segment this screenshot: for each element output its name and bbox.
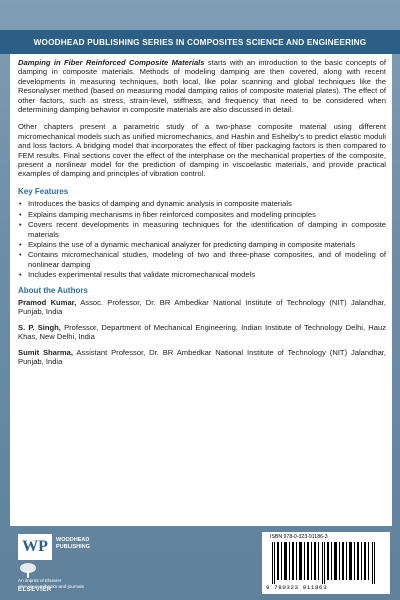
intro-paragraph-2: Other chapters present a parametric study of a two-phase composite material using different micromechanical models such as unified micromechanics, and Hashin and Eshelby's to predict elastic moduli and loss factors. A bridging model that incorporates the effect of fiber packaging factors is then compared to FEM results. Final sections cover the effect of the interphase on the mechanical properties of the composite, present a nonlinear model for the prediction of damping in viscoelastic materials, and provide practical examples of damping and principles of vibration control. bbox=[18, 122, 386, 179]
barcode-icon bbox=[270, 542, 382, 584]
publisher-name bbox=[56, 537, 90, 551]
imprint-line-2: elsevier.com/books-and-journals bbox=[18, 583, 84, 589]
intro-paragraph-1 bbox=[18, 58, 386, 114]
publisher-line-1: WOODHEAD bbox=[56, 537, 90, 543]
feature-item: • Introduces the basics of damping and dynamic analysis in composite materials bbox=[18, 199, 386, 208]
book-title: Damping in Fiber Reinforced Composite Materials bbox=[18, 58, 205, 67]
author-name: Pramod Kumar, bbox=[18, 297, 77, 307]
description-content bbox=[18, 58, 386, 372]
elsevier-wordmark: ELSEVIER bbox=[18, 587, 52, 593]
series-title: WOODHEAD PUBLISHING SERIES IN COMPOSITES SCIENCE AND ENGINEERING bbox=[33, 37, 367, 47]
author-description: Assoc. Professor, Dr. BR Ambedkar National Institute of Technology (NIT) Jalandhar, Punjab, India bbox=[18, 297, 386, 317]
author-name: S. P. Singh, bbox=[18, 322, 61, 332]
publisher-line-2: PUBLISHING bbox=[56, 544, 90, 550]
key-features-list bbox=[18, 199, 386, 279]
elsevier-tree-icon bbox=[18, 562, 38, 578]
woodhead-logo: WP bbox=[18, 534, 52, 560]
feature-item: • Contains micromechanical studies, modeling of two and three-phase composites, and of modeling of nonlinear damping bbox=[18, 250, 386, 269]
barcode-number: 9 780323 911863 bbox=[266, 584, 328, 591]
author-entry bbox=[18, 323, 386, 342]
author-description: Assistant Professor, Dr. BR Ambedkar National Institute of Technology (NIT) Jalandhar, Punjab, India bbox=[18, 347, 387, 366]
feature-item: • Includes experimental results that validate micromechanical models bbox=[18, 270, 386, 279]
author-description: Professor, Department of Mechanical Engineering, Indian Institute of Technology Delhi, Hauz Khas, New Delhi, India bbox=[18, 322, 386, 342]
series-title-bar bbox=[0, 30, 400, 54]
feature-item: • Covers recent developments in measuring techniques for the identification of damping in composite materials bbox=[18, 220, 386, 239]
author-entry bbox=[18, 298, 386, 317]
feature-item: • Explains damping mechanisms in fiber reinforced composites and modeling principles bbox=[18, 210, 386, 219]
about-authors-heading: About the Authors bbox=[18, 285, 88, 295]
key-features-heading: Key Features bbox=[18, 186, 69, 196]
intro-paragraph-1-text: starts with an introduction to the basic concepts of damping in composite materials. Methods of modeling damping are then covered, along with recent developments in measuring techniques, both local, like polar scanning and global techniques like the Resonalyser method (based on measuring modal damping ratios of composite material plates). The effect of other factors, such as stress, strain-level, stiffness, and frequency that need to be considered when determining damping behavior in composite materials are also discussed in detail. bbox=[18, 58, 386, 115]
isbn-label: ISBN 978-0-323-91186-3 bbox=[270, 534, 328, 540]
feature-item: • Explains the use of a dynamic mechanical analyzer for predicting damping in composite materials bbox=[18, 240, 386, 249]
author-name: Sumit Sharma, bbox=[18, 347, 73, 357]
author-entry bbox=[18, 348, 386, 367]
imprint-line-1: An imprint of Elsevier bbox=[18, 578, 62, 583]
